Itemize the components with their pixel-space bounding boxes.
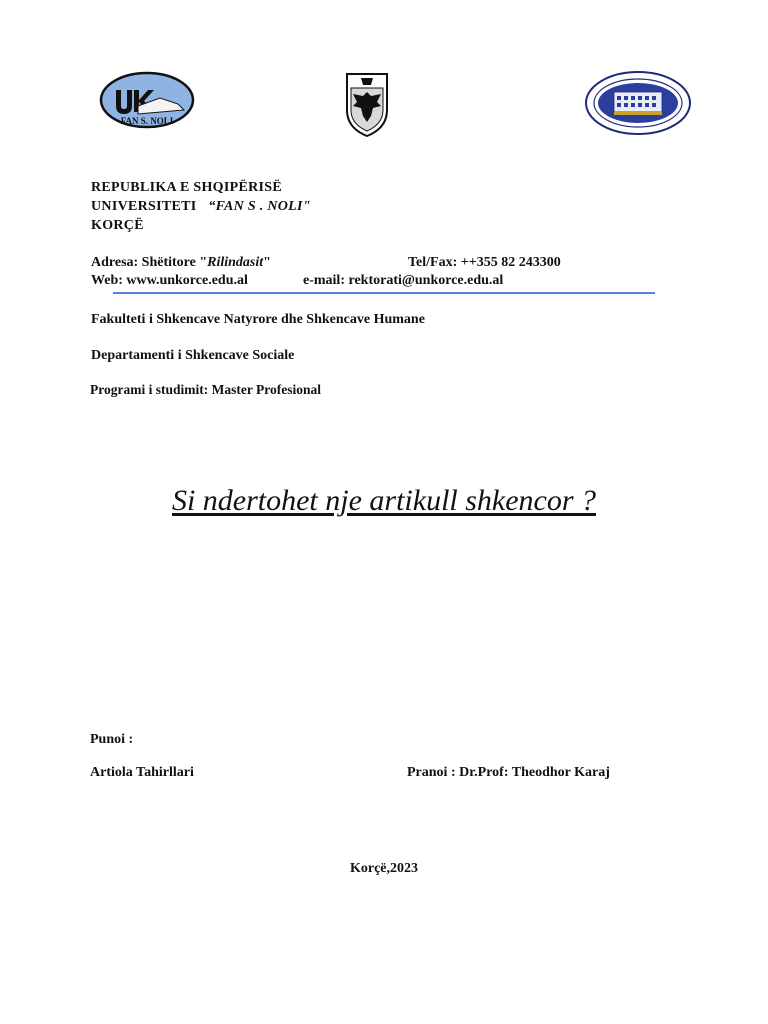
university-name <box>91 199 311 215</box>
republic-name: REPUBLIKA E SHQIPËRISË <box>91 180 282 195</box>
svg-text:FAN S. NOLI: FAN S. NOLI <box>120 116 174 126</box>
author-name: Artiola Tahirllari <box>90 765 194 780</box>
website[interactable]: Web: www.unkorce.edu.al <box>91 273 248 288</box>
department-name: Departamenti i Shkencave Sociale <box>91 348 295 363</box>
tel-fax: Tel/Fax: ++355 82 243300 <box>408 255 561 270</box>
faculty-name: Fakulteti i Shkencave Natyrore dhe Shkencave Humane <box>91 312 425 327</box>
document-title: Si ndertohet nje artikull shkencor ? <box>171 484 597 517</box>
university-title: “FAN S . NOLI" <box>208 199 311 214</box>
reviewer: Pranoi : Dr.Prof: Theodhor Karaj <box>407 765 610 780</box>
place-date: Korçë,2023 <box>349 861 419 876</box>
address-street: Rilindasit <box>207 255 264 270</box>
header-divider <box>113 292 655 294</box>
city-name: KORÇË <box>91 218 144 233</box>
address-label: Adresa: Shëtitore " <box>91 255 208 270</box>
uk-fan-noli-logo-icon <box>98 70 196 130</box>
address <box>91 255 271 271</box>
university-building-seal-icon <box>584 70 692 136</box>
email[interactable]: e-mail: rektorati@unkorce.edu.al <box>303 273 504 288</box>
university-prefix: UNIVERSITETI <box>91 199 197 214</box>
albanian-eagle-coat-of-arms-icon <box>343 70 391 138</box>
address-close: " <box>263 255 271 270</box>
author-label: Punoi : <box>90 732 134 747</box>
study-program: Programi i studimit: Master Profesional <box>90 382 321 397</box>
